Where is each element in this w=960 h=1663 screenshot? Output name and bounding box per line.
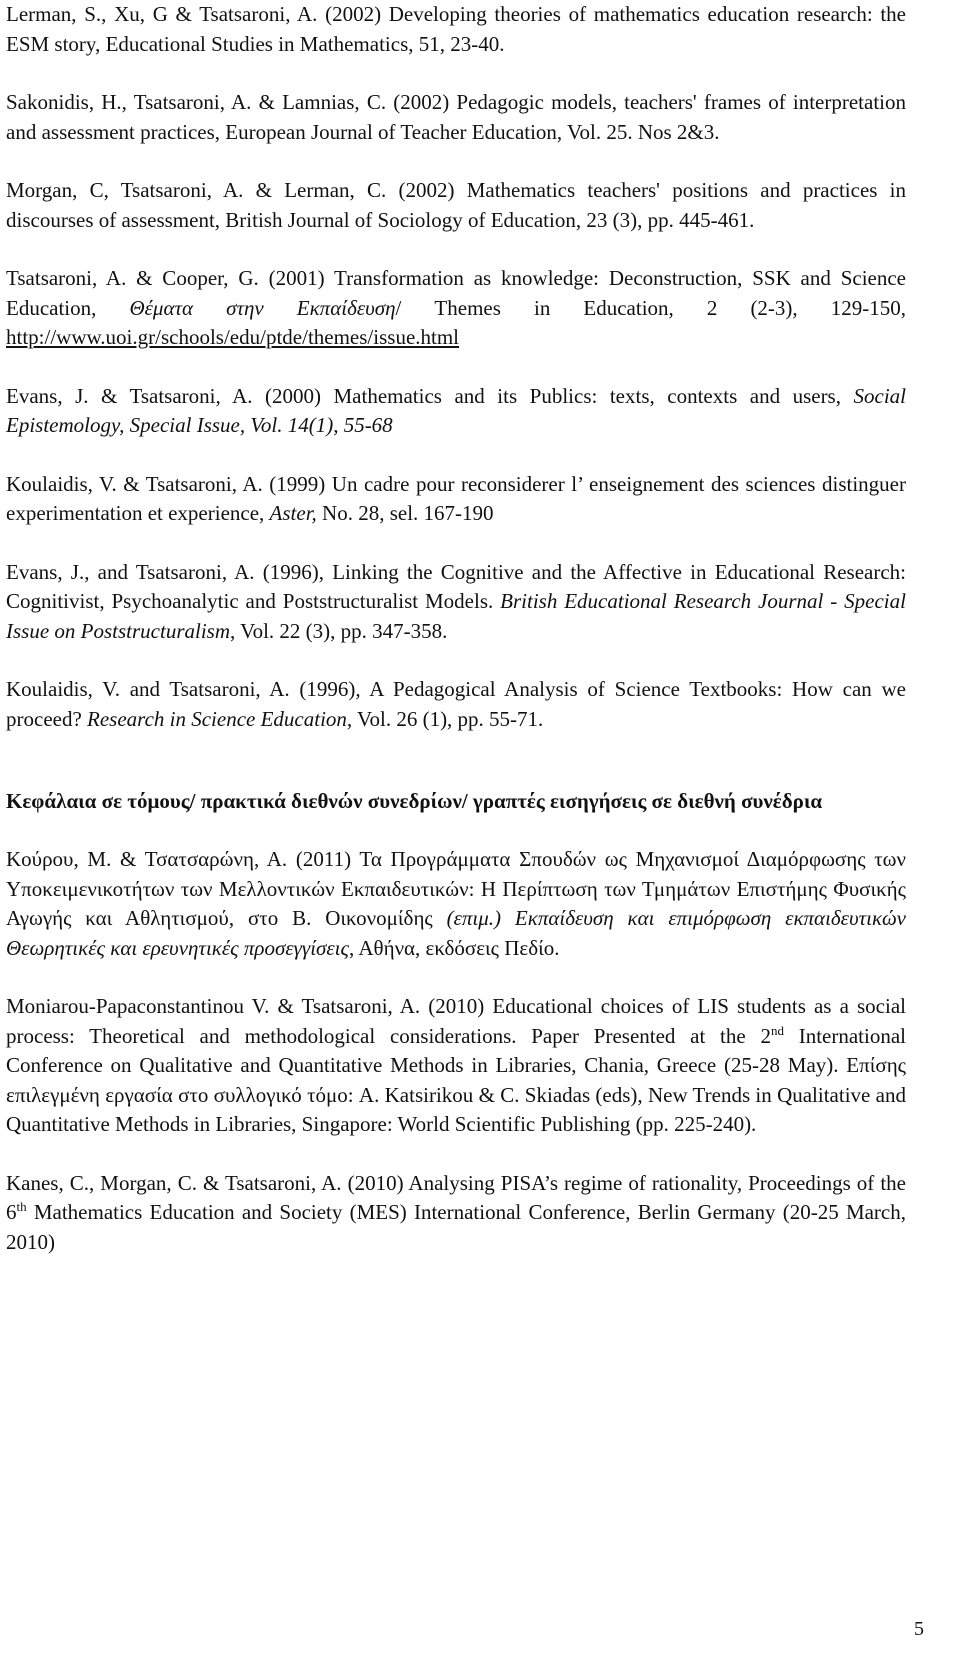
- reference-text: Mathematics Education and Society (MES) International Conference, Berlin Germany (20-25 March, 2010): [6, 1200, 906, 1254]
- reference-entry: [6, 845, 906, 963]
- reference-text: (επιμ.) Εκπαίδευση και επιμόρφωση εκπαιδευτικών Θεωρητικές και ερευνητικές προσεγγίσεις: [6, 906, 906, 960]
- reference-text: Research in Science Education,: [87, 706, 353, 731]
- reference-text: Social Epistemology, Special Issue, Vol. 14(1), 55-68: [6, 383, 906, 437]
- reference-text: nd: [770, 1022, 784, 1038]
- reference-text: Koulaidis, V. & Tsatsaroni, A. (1999) Un cadre pour reconsiderer l’ enseignement des sciences distinguer experimentation et experience,: [6, 471, 906, 525]
- reference-entry: [6, 558, 906, 647]
- reference-entry: [6, 88, 906, 147]
- reference-text: , Αθήνα, εκδόσεις Πεδίο.: [349, 935, 560, 960]
- reference-text: Θέματα στην Εκπαίδευση: [129, 295, 396, 320]
- reference-entry: [6, 992, 906, 1140]
- reference-text: Moniarou-Papaconstantinou V. & Tsatsaroni, A. (2010) Educational choices of LIS students as a social process: Theoretical and methodological considerations. Paper Presented at the 2: [6, 994, 906, 1048]
- reference-text: Evans, J. & Tsatsaroni, A. (2000) Mathematics and its Publics: texts, contexts and users,: [6, 383, 854, 408]
- reference-entry: [6, 176, 906, 235]
- reference-text: Morgan, C, Tsatsaroni, A. & Lerman, C. (2002) Mathematics teachers' positions and practices in discourses of assessment, British Journal of Sociology of Education, 23 (3), pp. 445-461.: [6, 178, 906, 232]
- reference-text: Tsatsaroni, A. & Cooper, G. (2001) Transformation as knowledge: Deconstruction, SSK and Science Education,: [6, 266, 906, 320]
- reference-text: Evans, J., and Tsatsaroni, A. (1996), Linking the Cognitive and the Affective in Educational Research: Cognitivist, Psychoanalytic and Poststructuralist Models.: [6, 559, 906, 613]
- reference-text: Kanes, C., Morgan, C. & Tsatsaroni, A. (2010) Analysing PISA’s regime of rationality, Proceedings of the 6: [6, 1170, 906, 1224]
- reference-text: Vol. 26 (1), pp. 55-71.: [352, 706, 544, 731]
- reference-text: International Conference on Qualitative and Quantitative Methods in Libraries, Chania, Greece (25-28 May). Επίσης επιλεγμένη εργασία στο συλλογικό τόμο: A. Katsirikou & C. Skiadas (eds), New Trends in Qualitative and Quantitative Methods in Libraries, Singapore: World Scientific Publishing (pp. 225-240).: [6, 1023, 906, 1136]
- reference-text: No. 28, sel. 167-190: [316, 501, 494, 525]
- page-number: 5: [914, 1618, 924, 1640]
- reference-entry: [6, 382, 906, 441]
- reference-entry: [6, 1169, 906, 1258]
- reference-entry: [6, 0, 906, 59]
- reference-entry: [6, 264, 906, 353]
- reference-text: Sakonidis, H., Tsatsaroni, A. & Lamnias, C. (2002) Pedagogic models, teachers' frames of interpretation and assessment practices, European Journal of Teacher Education, Vol. 25. Nos 2&3.: [6, 90, 906, 144]
- reference-text: th: [16, 1199, 27, 1214]
- reference-text: British Educational Research Journal - Special Issue on Poststructuralism: [6, 589, 906, 643]
- reference-text: Κούρου, Μ. & Τσατσαρώνη, Α. (2011) Τα Προγράμματα Σπουδών ως Μηχανισμοί Διαμόρφωσης των Υποκειμενικοτήτων των Μελλοντικών Εκπαιδευτικών: Η Περίπτωση των Τμημάτων Επιστήμης Φυσικής Αγωγής και Αθλητισμού, στο Β. Οικονομίδης: [6, 847, 906, 930]
- document-page: [6, 0, 906, 1257]
- reference-text: / Themes in Education, 2 (2-3), 129-150,: [395, 295, 906, 320]
- reference-list: [6, 0, 906, 734]
- reference-list-international: [6, 845, 906, 1257]
- reference-text: Lerman, S., Xu, G & Tsatsaroni, A. (2002) Developing theories of mathematics education research: the ESM story, Educational Studies in Mathematics, 51, 23-40.: [6, 2, 906, 56]
- reference-link[interactable]: http://www.uoi.gr/schools/edu/ptde/themes/issue.html: [6, 325, 460, 349]
- reference-text: , Vol. 22 (3), pp. 347-358.: [230, 618, 448, 643]
- reference-entry: [6, 470, 906, 529]
- reference-text: Koulaidis, V. and Tsatsaroni, A. (1996), A Pedagogical Analysis of Science Textbooks: How can we proceed?: [6, 677, 906, 731]
- reference-text: Aster,: [269, 501, 317, 525]
- section-heading: Κεφάλαια σε τόμους/ πρακτικά διεθνών συνεδρίων/ γραπτές εισηγήσεις σε διεθνή συνέδρια: [6, 789, 823, 813]
- reference-entry: [6, 675, 906, 734]
